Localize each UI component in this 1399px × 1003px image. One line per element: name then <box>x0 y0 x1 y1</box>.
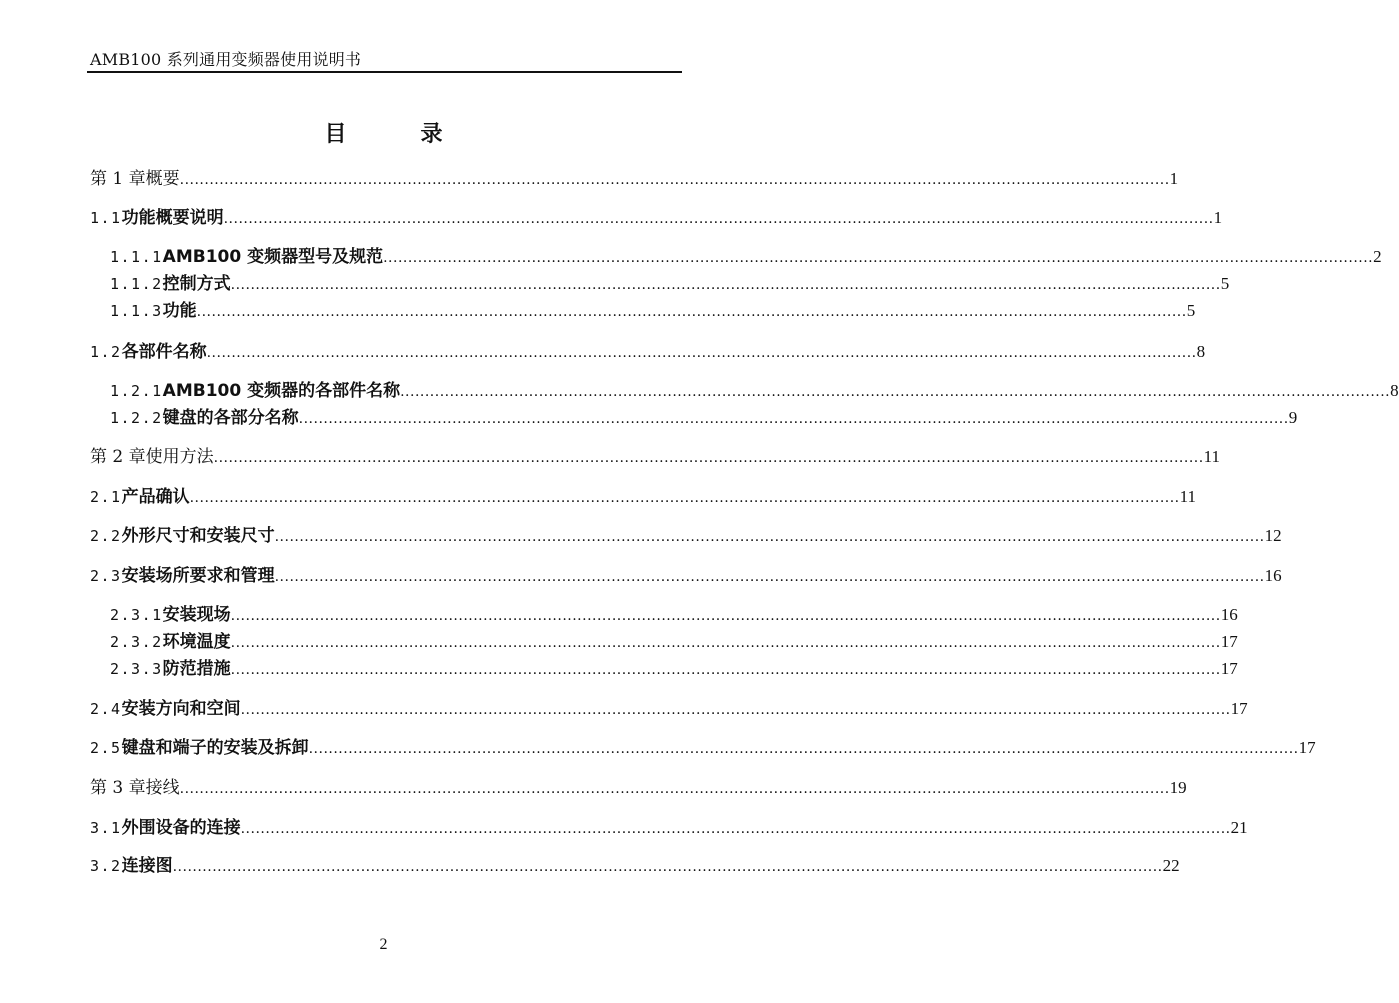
toc-entry-label: 安装方向和空间 <box>121 699 241 719</box>
toc-entry-label: 概要 <box>145 169 180 189</box>
toc-entry[interactable] <box>90 733 1316 758</box>
toc-entry-number: 1.2.1 <box>110 382 163 400</box>
toc-entry-number: 2.3.1 <box>110 606 163 624</box>
toc-entry-page: 11 <box>1203 447 1221 466</box>
toc-entry[interactable] <box>90 813 1248 838</box>
toc-entry-number: 2.3.3 <box>110 660 163 678</box>
toc-entry-page: 1 <box>1213 208 1223 227</box>
toc-entry-page: 5 <box>1220 274 1230 293</box>
toc-entry-page: 9 <box>1288 408 1298 427</box>
toc-entry[interactable] <box>110 296 1196 321</box>
toc-entry-label: 控制方式 <box>162 274 231 294</box>
toc-entry-number: 2.2 <box>90 527 122 545</box>
toc-entry[interactable] <box>90 337 1206 362</box>
toc-entry[interactable] <box>90 442 1221 467</box>
toc-entry-label: 外形尺寸和安装尺寸 <box>121 526 275 546</box>
toc-entry[interactable] <box>90 694 1248 719</box>
toc-leader-dots: ........................................................................................................................................................................................................ <box>230 608 1221 624</box>
toc-entry[interactable] <box>110 376 1399 401</box>
toc-leader-dots: ........................................................................................................................................................................................................ <box>240 821 1231 837</box>
toc-leader-dots: ........................................................................................................................................................................................................ <box>240 702 1231 718</box>
toc-leader-dots: ........................................................................................................................................................................................................ <box>400 384 1391 400</box>
toc-leader-dots: ........................................................................................................................................................................................................ <box>274 569 1265 585</box>
toc-entry-label: 外围设备的连接 <box>121 818 241 838</box>
toc-entry[interactable] <box>110 600 1238 625</box>
toc-leader-dots: ........................................................................................................................................................................................................ <box>230 662 1221 678</box>
toc-leader-dots: ........................................................................................................................................................................................................ <box>179 781 1170 797</box>
toc-leader-dots: ........................................................................................................................................................................................................ <box>172 859 1163 875</box>
toc-entry-label: 键盘和端子的安装及拆卸 <box>121 738 309 758</box>
header-rule <box>87 71 682 73</box>
toc-leader-dots: ........................................................................................................................................................................................................ <box>196 304 1187 320</box>
toc-entry-number: 1.1.1 <box>110 248 163 266</box>
toc-entry-page: 22 <box>1162 856 1180 875</box>
toc-entry-page: 12 <box>1264 526 1282 545</box>
toc-entry[interactable] <box>90 521 1282 546</box>
toc-entry-page: 16 <box>1264 566 1282 585</box>
page-number: 2 <box>379 936 388 953</box>
toc-entry[interactable] <box>90 773 1187 798</box>
toc-leader-dots: ........................................................................................................................................................................................................ <box>223 211 1214 227</box>
toc-entry[interactable] <box>110 654 1238 679</box>
toc-entry[interactable] <box>90 482 1197 507</box>
toc-entry-label: 使用方法 <box>145 447 214 467</box>
toc-entry-number: 1.1.2 <box>110 275 163 293</box>
toc-entry-number: 3.2 <box>90 857 122 875</box>
toc-entry-page: 17 <box>1220 632 1238 651</box>
toc-entry-number: 1.1 <box>90 209 122 227</box>
toc-entry-page: 5 <box>1186 301 1196 320</box>
toc-entry-page: 11 <box>1179 487 1197 506</box>
toc-entry-number: 第 2 章 <box>90 447 146 467</box>
toc-entry-number: 2.4 <box>90 700 122 718</box>
running-header: AMB100 系列通用变频器使用说明书 <box>90 50 362 69</box>
toc-leader-dots: ........................................................................................................................................................................................................ <box>206 345 1197 361</box>
toc-entry-number: 2.5 <box>90 739 122 757</box>
toc-entry[interactable] <box>110 403 1298 428</box>
toc-entry-label: 安装场所要求和管理 <box>121 566 275 586</box>
toc-entry-label: 环境温度 <box>162 632 231 652</box>
toc-entry[interactable] <box>90 851 1180 876</box>
toc-entry-page: 8 <box>1390 381 1399 400</box>
toc-entry[interactable] <box>110 242 1382 267</box>
toc-entry-page: 21 <box>1230 818 1248 837</box>
toc-entry-label: 接线 <box>145 778 180 798</box>
toc-leader-dots: ........................................................................................................................................................................................................ <box>189 490 1180 506</box>
toc-title: 目 录 <box>324 121 469 147</box>
toc-entry-page: 1 <box>1169 169 1179 188</box>
toc-entry[interactable] <box>110 269 1230 294</box>
toc-entry-label: 功能概要说明 <box>121 208 224 228</box>
toc-entry-label: AMB100 变频器的各部件名称 <box>162 381 401 401</box>
toc-entry-label: 键盘的各部分名称 <box>162 408 299 428</box>
toc-entry-number: 1.1.3 <box>110 302 163 320</box>
toc-entry-number: 3.1 <box>90 819 122 837</box>
toc-entry-page: 17 <box>1220 659 1238 678</box>
toc-leader-dots: ........................................................................................................................................................................................................ <box>230 277 1221 293</box>
toc-entry[interactable] <box>110 627 1238 652</box>
toc-entry-number: 第 3 章 <box>90 778 146 798</box>
toc-entry-page: 8 <box>1196 342 1206 361</box>
toc-entry-label: AMB100 变频器型号及规范 <box>162 247 384 267</box>
toc-leader-dots: ........................................................................................................................................................................................................ <box>274 529 1265 545</box>
toc-entry-label: 功能 <box>162 301 197 321</box>
toc-entry[interactable] <box>90 561 1282 586</box>
toc-entry-label: 安装现场 <box>162 605 231 625</box>
toc-entry-page: 17 <box>1230 699 1248 718</box>
toc-entry-label: 连接图 <box>121 856 173 876</box>
toc-entry-number: 1.2.2 <box>110 409 163 427</box>
toc-entry-number: 1.2 <box>90 343 122 361</box>
toc-leader-dots: ........................................................................................................................................................................................................ <box>179 172 1170 188</box>
toc-entry[interactable] <box>90 203 1223 228</box>
toc-entry-page: 19 <box>1169 778 1187 797</box>
toc-entry-number: 2.3.2 <box>110 633 163 651</box>
toc-leader-dots: ........................................................................................................................................................................................................ <box>308 741 1299 757</box>
toc-entry[interactable] <box>90 164 1179 189</box>
toc-entry-number: 2.3 <box>90 567 122 585</box>
toc-entry-label: 产品确认 <box>121 487 190 507</box>
toc-leader-dots: ........................................................................................................................................................................................................ <box>213 450 1204 466</box>
toc-entry-label: 防范措施 <box>162 659 231 679</box>
toc-entry-page: 2 <box>1373 247 1382 266</box>
toc-entry-page: 16 <box>1220 605 1238 624</box>
toc-leader-dots: ........................................................................................................................................................................................................ <box>230 635 1221 651</box>
toc-entry-page: 17 <box>1298 738 1316 757</box>
toc-entry-number: 2.1 <box>90 488 122 506</box>
toc-leader-dots: ........................................................................................................................................................................................................ <box>383 250 1374 266</box>
toc-entry-number: 第 1 章 <box>90 169 146 189</box>
toc-entry-label: 各部件名称 <box>121 342 207 362</box>
toc-leader-dots: ........................................................................................................................................................................................................ <box>298 411 1289 427</box>
